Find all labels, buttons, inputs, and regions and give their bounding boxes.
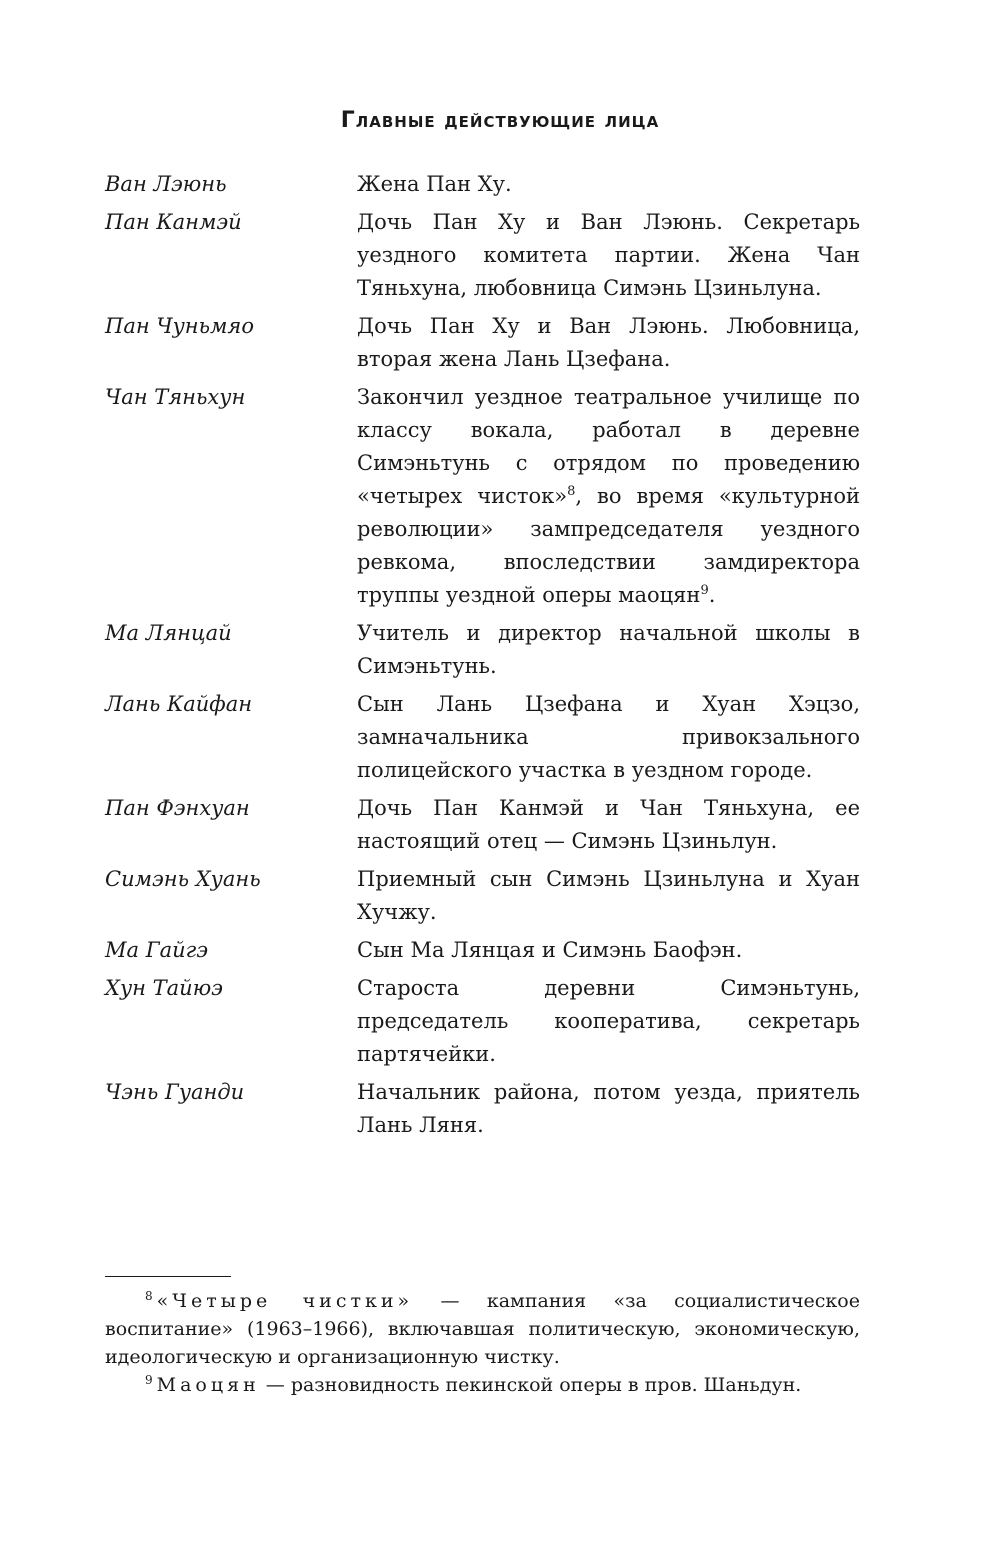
footnote-text: — разновидность пекинской оперы в пров. Шаньдун. xyxy=(259,1374,802,1396)
footnote-term: Маоцян xyxy=(156,1374,260,1396)
cast-row xyxy=(105,1076,860,1142)
footnote-text: — кампания «за социалистическое воспитание» (1963–1966), включавшая политическую, экономическую, идеологическую и организационную чистку. xyxy=(105,1290,860,1368)
character-name: Ма Лянцай xyxy=(105,621,232,645)
character-name: Пан Канмэй xyxy=(105,210,242,234)
footnote-number: 8 xyxy=(145,1288,153,1303)
character-description: Сын Ма Лянцая и Симэнь Баофэн. xyxy=(357,938,743,962)
character-description: Дочь Пан Канмэй и Чан Тяньхуна, ее настоящий отец — Симэнь Цзиньлун. xyxy=(357,796,860,853)
character-name: Чан Тяньхун xyxy=(105,385,246,409)
character-name: Пан Фэнхуан xyxy=(105,796,250,820)
character-description: Приемный сын Симэнь Цзиньлуна и Хуан Хучжу. xyxy=(357,867,860,924)
footnote xyxy=(105,1287,860,1371)
character-description xyxy=(357,381,860,612)
character-name: Чэнь Гуанди xyxy=(105,1080,245,1104)
footnote-ref[interactable]: 9 xyxy=(700,583,709,598)
page-title: Главные действующие лица xyxy=(340,108,660,133)
character-description: Учитель и директор начальной школы в Симэньтунь. xyxy=(357,621,860,678)
cast-row xyxy=(105,972,860,1071)
description-part: . xyxy=(708,583,716,607)
cast-row xyxy=(105,617,860,683)
description-part: , во время «культурной революции» зампредседателя уездного ревкома, впоследствии замдиректора труппы уездной оперы маоцян xyxy=(357,484,860,607)
footnote-term: «Четыре чистки» xyxy=(156,1290,414,1312)
footnote xyxy=(105,1371,860,1399)
cast-row xyxy=(105,863,860,929)
footnote-number: 9 xyxy=(145,1372,153,1387)
cast-row xyxy=(105,310,860,376)
character-description: Дочь Пан Ху и Ван Лэюнь. Секретарь уездного комитета партии. Жена Чан Тяньхуна, любовница Симэнь Цзиньлуна. xyxy=(357,210,860,300)
character-name: Симэнь Хуань xyxy=(105,867,261,891)
character-name: Пан Чуньмяо xyxy=(105,314,254,338)
character-description: Староста деревни Симэньтунь, председатель кооператива, секретарь партячейки. xyxy=(357,976,860,1066)
cast-row xyxy=(105,688,860,787)
character-name: Хун Тайюэ xyxy=(105,976,223,1000)
footnote-ref[interactable]: 8 xyxy=(567,484,576,499)
footnote-divider xyxy=(105,1276,231,1277)
character-name: Лань Кайфан xyxy=(105,692,253,716)
cast-row xyxy=(105,934,860,967)
description-part: Закончил уездное театральное училище по классу вокала, работал в деревне Симэньтунь с отрядом по проведению «четырех чисток» xyxy=(357,385,860,508)
cast-row xyxy=(105,168,860,201)
character-description: Сын Лань Цзефана и Хуан Хэцзо, замначальника привокзального полицейского участка в уездном городе. xyxy=(357,692,860,782)
cast-row xyxy=(105,792,860,858)
cast-list xyxy=(105,168,860,1147)
cast-row xyxy=(105,381,860,612)
character-description: Дочь Пан Ху и Ван Лэюнь. Любовница, вторая жена Лань Цзефана. xyxy=(357,314,860,371)
character-name: Ма Гайгэ xyxy=(105,938,209,962)
footnotes xyxy=(105,1287,860,1399)
character-description: Начальник района, потом уезда, приятель Лань Ляня. xyxy=(357,1080,860,1137)
character-description: Жена Пан Ху. xyxy=(357,172,512,196)
character-name: Ван Лэюнь xyxy=(105,172,227,196)
cast-row xyxy=(105,206,860,305)
